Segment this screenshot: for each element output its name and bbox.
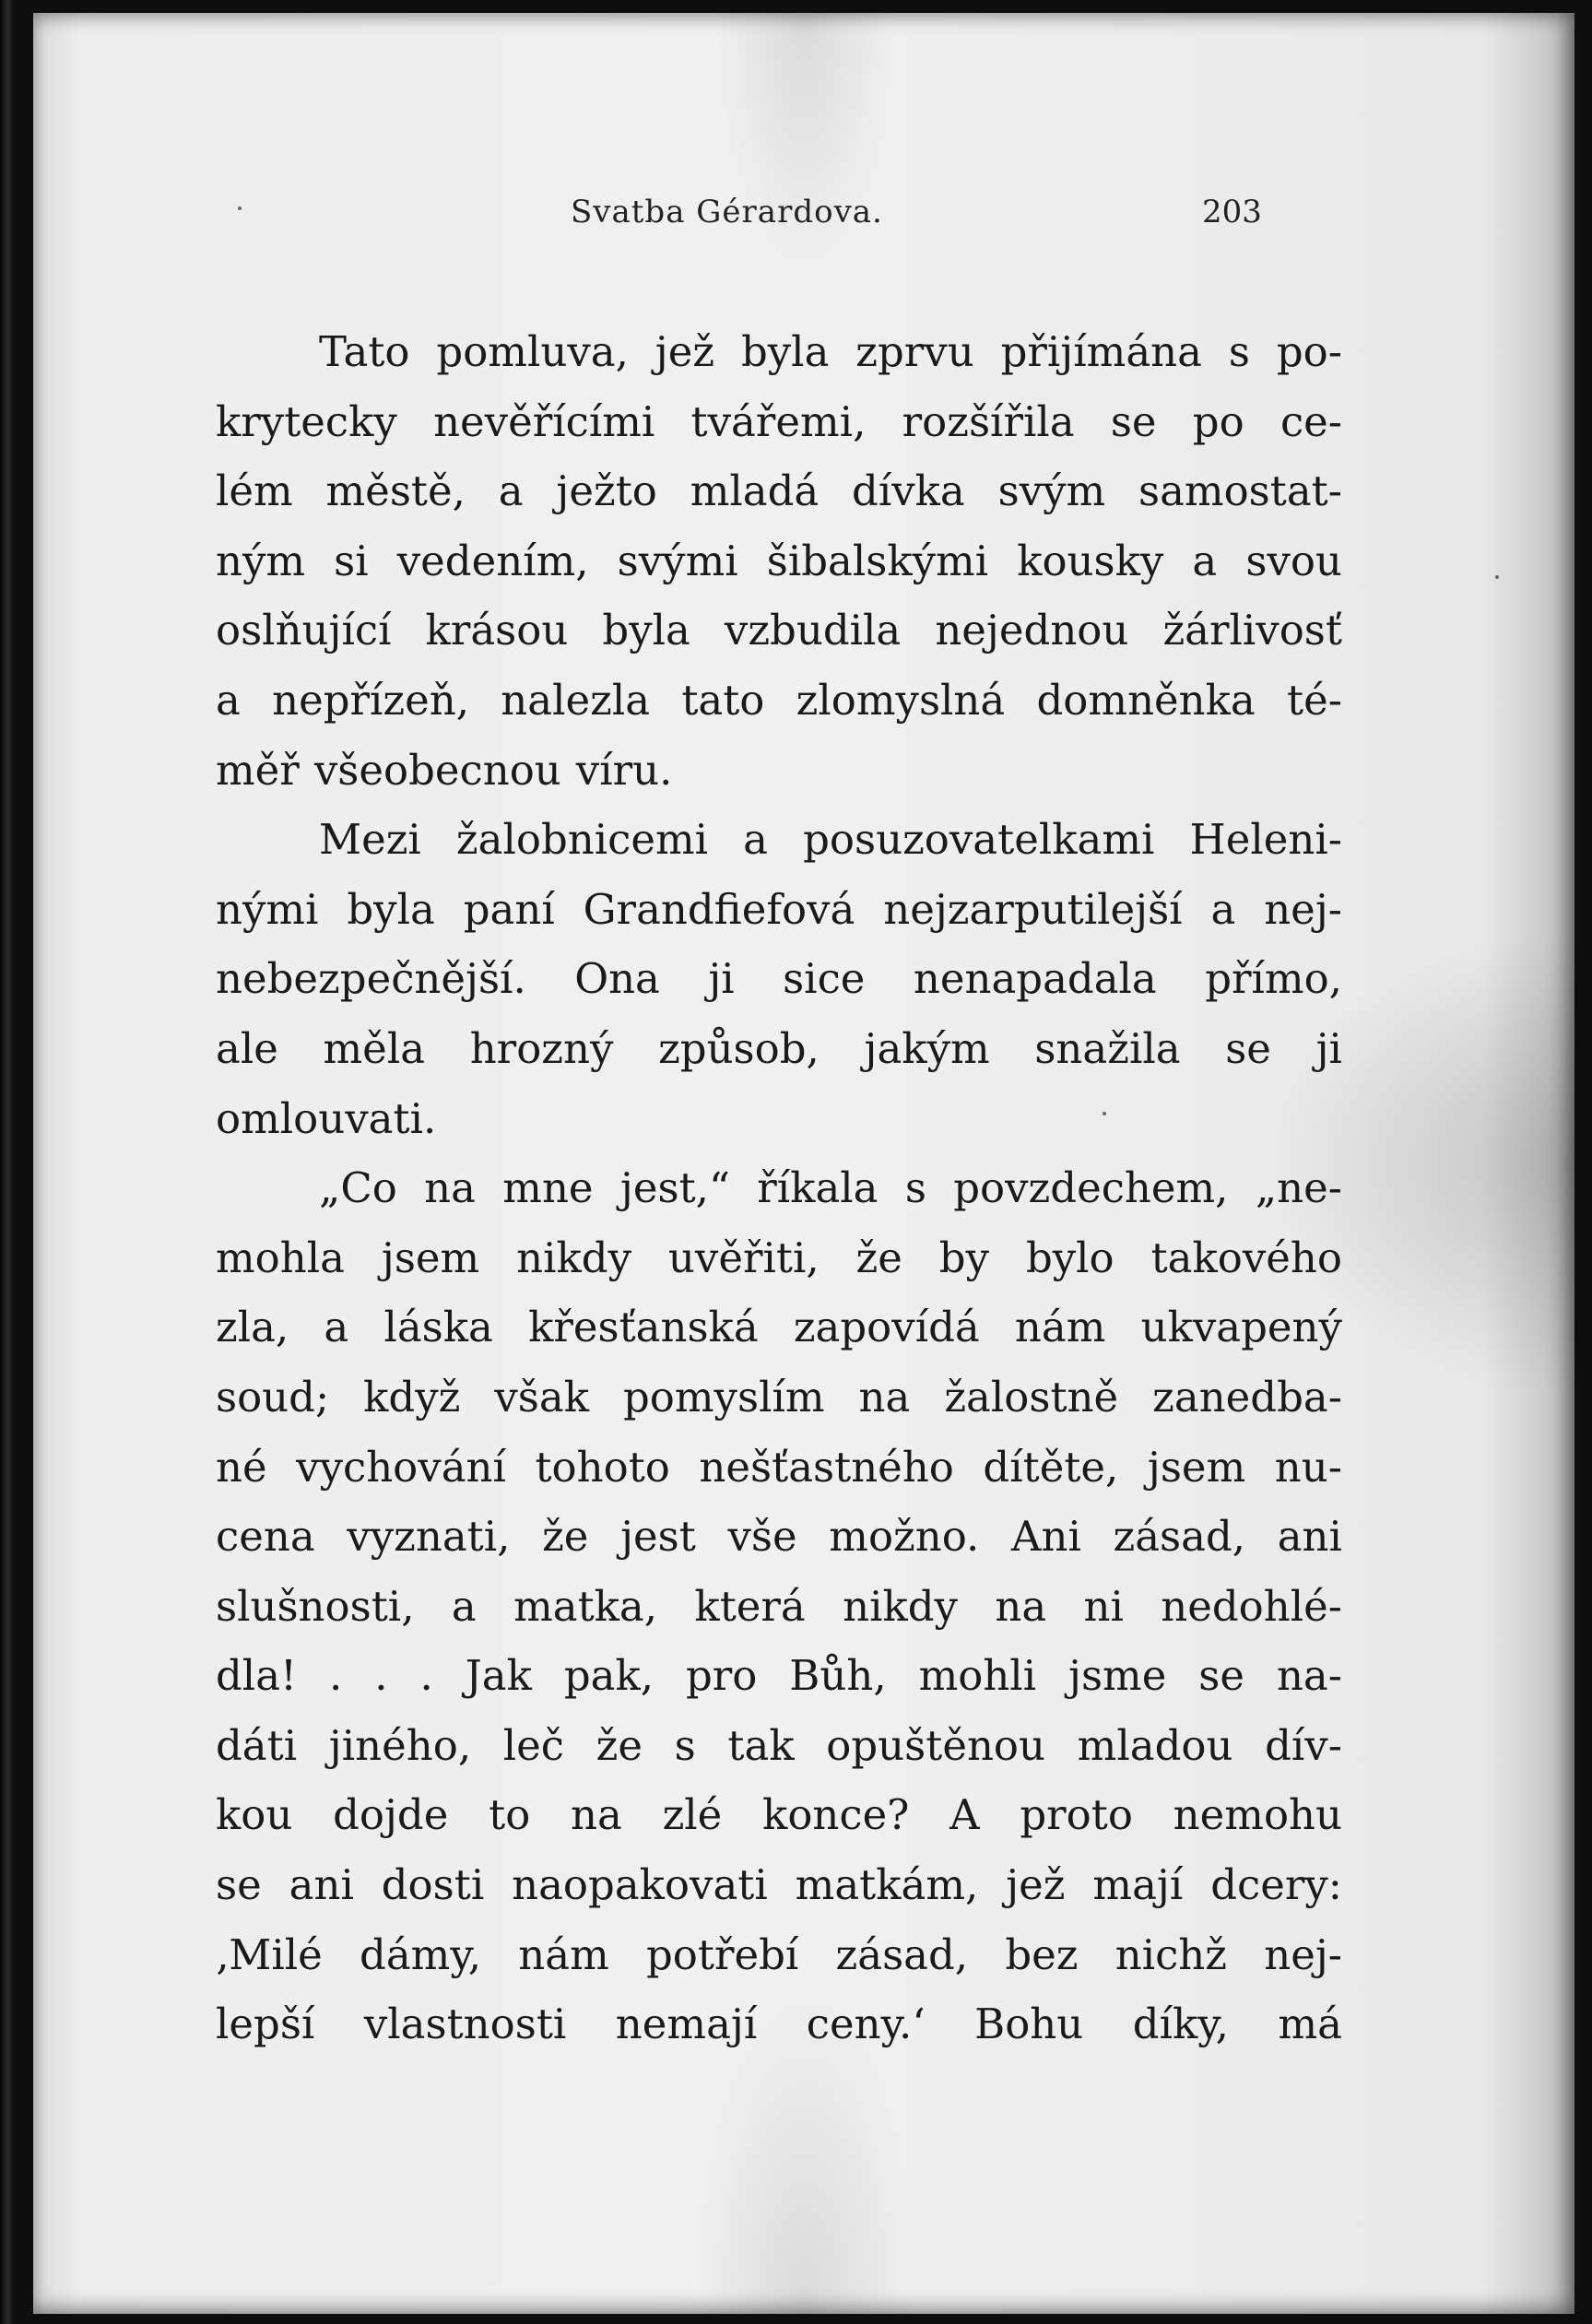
- word: kousky: [1017, 536, 1164, 585]
- word: žalostně: [944, 1372, 1119, 1422]
- text-line: [216, 1989, 1342, 2059]
- text-line: [216, 1641, 1342, 1711]
- word: mladá: [690, 466, 820, 516]
- word: všeobecnou: [313, 745, 561, 795]
- word: zprvu: [855, 327, 974, 376]
- word: povzdechem,: [953, 1163, 1229, 1213]
- word: když: [363, 1372, 461, 1422]
- word: nepřízeň,: [272, 675, 470, 725]
- word: se: [216, 1860, 262, 1910]
- word: nichž: [1114, 1929, 1227, 1979]
- word: s: [1228, 327, 1250, 376]
- word: měla: [323, 1023, 426, 1073]
- word: zásad,: [1113, 1512, 1246, 1562]
- word: a: [498, 466, 524, 516]
- word: na-: [1276, 1651, 1342, 1701]
- word: a: [216, 675, 241, 725]
- word: s: [674, 1720, 696, 1770]
- word: že: [855, 1233, 902, 1282]
- word: Jak: [465, 1651, 532, 1701]
- word: svým: [997, 466, 1106, 516]
- word: Grandfiefová: [583, 884, 855, 934]
- word: dáti: [216, 1720, 298, 1770]
- word: přímo,: [1205, 954, 1342, 1004]
- word: opuštěnou: [826, 1720, 1046, 1770]
- word: zla,: [216, 1303, 289, 1352]
- word: přijímána: [1000, 327, 1202, 376]
- word: nevěřícími: [433, 396, 655, 446]
- text-line: [216, 666, 1342, 736]
- paper-speck: [238, 206, 242, 210]
- word: Tato: [319, 327, 410, 376]
- word: nalezla: [501, 675, 651, 725]
- word: jest,“: [619, 1163, 730, 1213]
- word: a: [1210, 884, 1236, 934]
- word: krásou: [425, 606, 569, 655]
- word: dla!: [216, 1651, 298, 1701]
- text-line: [216, 1920, 1342, 1990]
- word: .: [329, 1651, 343, 1701]
- word: ceny.‘: [806, 2000, 926, 2049]
- word: paní: [463, 884, 555, 934]
- word: leč: [502, 1720, 565, 1770]
- word: nej-: [1264, 884, 1342, 934]
- word: dámy,: [360, 1929, 482, 1979]
- word: jsem: [1147, 1442, 1246, 1492]
- text-line: [216, 317, 1342, 387]
- paper-speck: [1495, 575, 1499, 579]
- word: mladou: [1077, 1720, 1233, 1770]
- word: způsob,: [658, 1023, 820, 1073]
- word: zapovídá: [793, 1303, 980, 1352]
- word: byla: [347, 884, 435, 934]
- word: vyznati,: [347, 1512, 511, 1562]
- running-title: Svatba Gérardova.: [571, 194, 883, 230]
- word: konce?: [762, 1790, 910, 1840]
- word: díky,: [1132, 2000, 1229, 2049]
- word: lepší: [216, 2000, 315, 2049]
- word: bylo: [1025, 1233, 1114, 1282]
- word: nešťastného: [699, 1442, 954, 1492]
- word: potřebí: [646, 1929, 799, 1979]
- word: soud;: [216, 1372, 330, 1422]
- word: proto: [1020, 1790, 1133, 1840]
- text-line: [216, 1363, 1342, 1433]
- word: s: [904, 1163, 926, 1213]
- word: ale: [216, 1023, 278, 1073]
- word: krytecky: [216, 396, 397, 446]
- word: cena: [216, 1512, 315, 1562]
- word: jsem: [381, 1233, 480, 1282]
- word: rozšířila: [902, 396, 1075, 446]
- text-line: [216, 805, 1342, 875]
- word: jakým: [864, 1023, 990, 1073]
- word: na: [995, 1581, 1047, 1631]
- word: vše: [727, 1512, 797, 1562]
- word: dosti: [381, 1860, 485, 1910]
- text-line: [216, 387, 1342, 457]
- word: na: [858, 1372, 911, 1422]
- word: ani: [289, 1860, 354, 1910]
- word: žalobnicemi: [455, 815, 709, 865]
- text-line: [216, 526, 1342, 596]
- word: vychování: [296, 1442, 506, 1492]
- word: vedením,: [396, 536, 589, 585]
- word: omlouvati.: [216, 1093, 437, 1143]
- word: ným: [216, 536, 306, 585]
- word: jsme: [1068, 1651, 1167, 1701]
- word: ce-: [1279, 396, 1342, 446]
- word: dcery:: [1210, 1860, 1342, 1910]
- word: matkám,: [795, 1860, 979, 1910]
- word: a: [743, 815, 768, 865]
- word: se: [1198, 1651, 1245, 1701]
- word: tohoto: [535, 1442, 670, 1492]
- word: zásad,: [835, 1929, 969, 1979]
- word: a: [451, 1581, 477, 1631]
- word: tvářemi,: [690, 396, 867, 446]
- word: jest: [620, 1512, 696, 1562]
- word: nejzarputilejší: [883, 884, 1183, 934]
- word: byla: [740, 327, 830, 376]
- word: lém: [216, 466, 293, 516]
- word: zanedba-: [1152, 1372, 1342, 1422]
- word: byla: [602, 606, 690, 655]
- word: Bůh,: [789, 1651, 887, 1701]
- book-page: [33, 13, 1574, 2314]
- word: žárlivosť: [1162, 606, 1342, 655]
- word: .: [419, 1651, 433, 1701]
- scan-edge: [0, 0, 13, 2324]
- word: na: [424, 1163, 476, 1213]
- page-number: 203: [1202, 194, 1262, 230]
- word: ježto: [556, 466, 657, 516]
- word: mohla: [216, 1233, 345, 1282]
- body-text: [216, 317, 1342, 2059]
- word: Heleni-: [1189, 815, 1342, 865]
- word: říkala: [757, 1163, 879, 1213]
- word: nám: [1014, 1303, 1106, 1352]
- word: dítěte,: [983, 1442, 1119, 1492]
- word: takového: [1150, 1233, 1342, 1282]
- word: kou: [216, 1790, 293, 1840]
- word: dojde: [333, 1790, 449, 1840]
- word: nikdy: [843, 1581, 958, 1631]
- word: pomyslím: [622, 1372, 825, 1422]
- word: .: [374, 1651, 388, 1701]
- text-line: [216, 1711, 1342, 1781]
- word: která: [694, 1581, 806, 1631]
- text-line: [216, 1292, 1342, 1363]
- text-line: [216, 1433, 1342, 1503]
- text-line: [216, 1502, 1342, 1572]
- text-line: [216, 1223, 1342, 1293]
- word: zlé: [662, 1790, 723, 1840]
- text-line: [216, 736, 1342, 806]
- word: tak: [727, 1720, 795, 1770]
- word: dívka: [852, 466, 965, 516]
- word: však: [494, 1372, 589, 1422]
- text-line: [216, 1780, 1342, 1850]
- word: se: [1225, 1023, 1271, 1073]
- word: na: [571, 1790, 622, 1840]
- word: mne: [502, 1163, 594, 1213]
- word: jež: [654, 327, 715, 376]
- word: posuzovatelkami: [803, 815, 1155, 865]
- word: dív-: [1265, 1720, 1342, 1770]
- word: šibalskými: [766, 536, 989, 585]
- word: nu-: [1274, 1442, 1342, 1492]
- word: samostat-: [1138, 466, 1342, 516]
- word: nebezpečnější.: [216, 954, 526, 1004]
- word: a: [324, 1303, 349, 1352]
- word: nými: [216, 884, 319, 934]
- word: by: [938, 1233, 990, 1282]
- word: té-: [1287, 675, 1342, 725]
- word: ‚Milé: [216, 1929, 323, 1979]
- word: Bohu: [974, 2000, 1084, 2049]
- word: a: [1192, 536, 1218, 585]
- paper-speck: [1103, 1112, 1106, 1115]
- word: ani: [1277, 1512, 1342, 1562]
- word: si: [334, 536, 369, 585]
- word: nenapadala: [913, 954, 1157, 1004]
- word: víru.: [575, 745, 673, 795]
- word: matka,: [513, 1581, 658, 1631]
- text-line: [216, 1850, 1342, 1920]
- word: bez: [1005, 1929, 1079, 1979]
- text-line: [216, 456, 1342, 526]
- word: „Co: [319, 1163, 397, 1213]
- word: ni: [1083, 1581, 1124, 1631]
- word: domněnka: [1036, 675, 1256, 725]
- word: vlastnosti: [363, 2000, 567, 2049]
- word: zlomyslná: [796, 675, 1006, 725]
- word: ji: [708, 954, 735, 1004]
- word: oslňující: [216, 606, 392, 655]
- word: né: [216, 1442, 267, 1492]
- word: nemají: [615, 2000, 758, 2049]
- word: svými: [617, 536, 738, 585]
- word: vzbudila: [724, 606, 902, 655]
- word: městě,: [325, 466, 466, 516]
- text-line: [216, 1153, 1342, 1223]
- word: jež: [1006, 1860, 1066, 1910]
- word: pro: [685, 1651, 758, 1701]
- word: že: [596, 1720, 643, 1770]
- word: že: [542, 1512, 589, 1562]
- word: ukvapený: [1140, 1303, 1342, 1352]
- word: po-: [1276, 327, 1342, 376]
- word: nemohu: [1173, 1790, 1342, 1840]
- text-line: [216, 1084, 1342, 1154]
- word: naopakovati: [512, 1860, 768, 1910]
- word: má: [1278, 2000, 1342, 2049]
- word: křesťanská: [528, 1303, 759, 1352]
- text-line: [216, 875, 1342, 945]
- word: slušnosti,: [216, 1581, 415, 1631]
- word: hrozný: [469, 1023, 614, 1073]
- word: to: [489, 1790, 531, 1840]
- word: nej-: [1264, 1929, 1342, 1979]
- word: Ona: [574, 954, 660, 1004]
- word: jiného,: [328, 1720, 472, 1770]
- word: svou: [1245, 536, 1342, 585]
- word: nedohlé-: [1161, 1581, 1342, 1631]
- word: mohli: [918, 1651, 1037, 1701]
- word: A: [949, 1790, 980, 1840]
- text-line: [216, 944, 1342, 1014]
- word: Ani: [1010, 1512, 1081, 1562]
- word: nikdy: [516, 1233, 632, 1282]
- word: po: [1192, 396, 1244, 446]
- word: nejednou: [935, 606, 1129, 655]
- text-line: [216, 1014, 1342, 1084]
- text-line: [216, 596, 1342, 666]
- word: nám: [518, 1929, 609, 1979]
- word: „ne-: [1255, 1163, 1342, 1213]
- word: snažila: [1034, 1023, 1181, 1073]
- word: ji: [1315, 1023, 1342, 1073]
- word: měř: [216, 745, 300, 795]
- word: Mezi: [319, 815, 421, 865]
- word: tato: [681, 675, 765, 725]
- word: uvěřiti,: [667, 1233, 820, 1282]
- text-line: [216, 1572, 1342, 1642]
- word: se: [1110, 396, 1157, 446]
- word: láska: [383, 1303, 493, 1352]
- word: mají: [1092, 1860, 1184, 1910]
- word: pomluva,: [436, 327, 629, 376]
- word: pak,: [563, 1651, 654, 1701]
- word: sice: [783, 954, 866, 1004]
- word: možno.: [829, 1512, 980, 1562]
